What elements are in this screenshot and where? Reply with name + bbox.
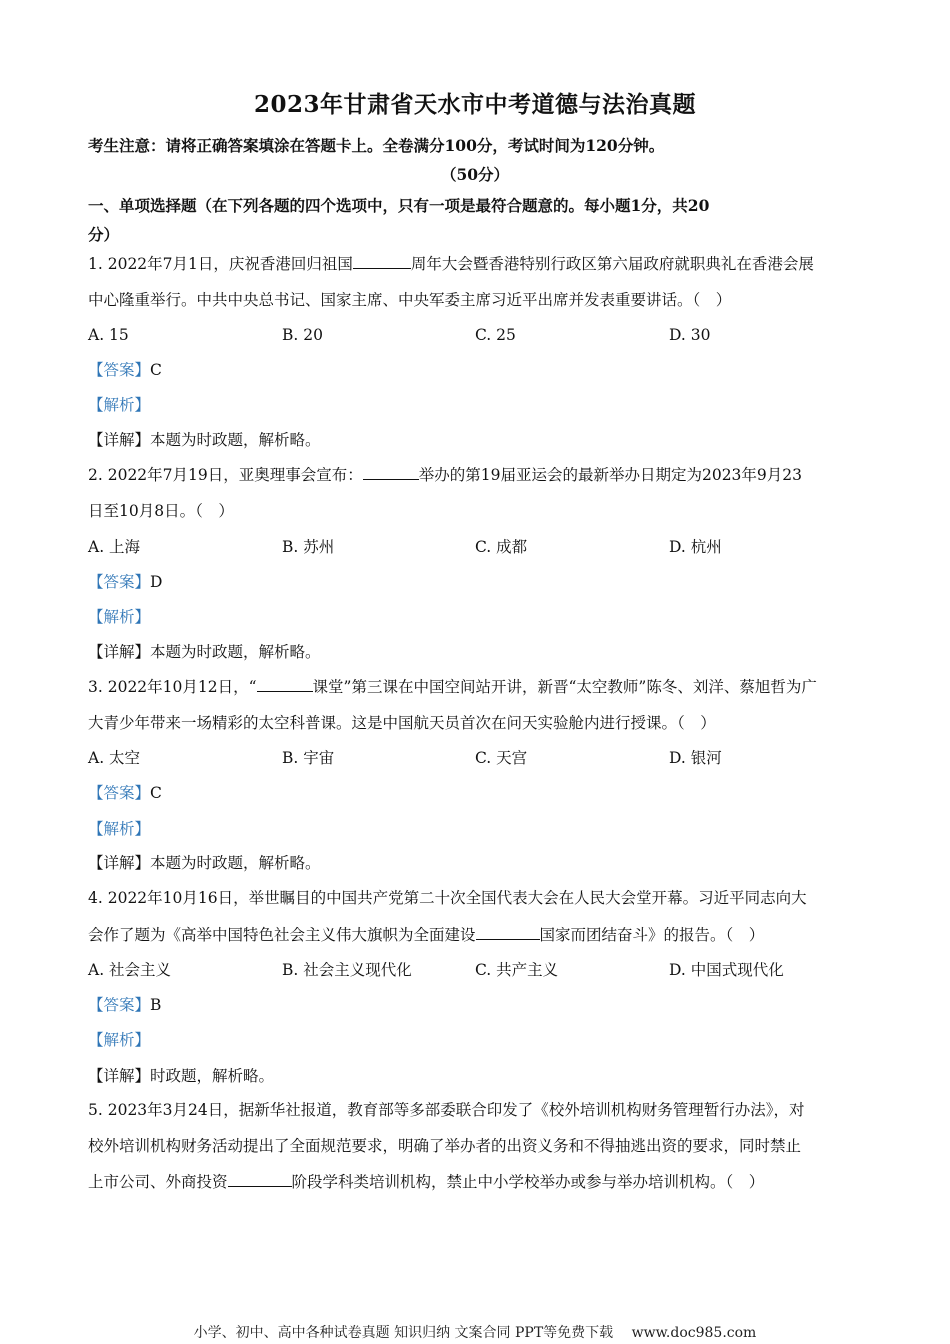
question-3-options	[88, 746, 868, 770]
question-1-answer	[88, 358, 868, 382]
option-c: C. 成都	[475, 538, 528, 556]
option-c: C. 共产主义	[475, 961, 559, 979]
question-4-analysis: 【解析】	[88, 1031, 151, 1049]
section-heading-line1: 一、单项选择题（在下列各题的四个选项中，只有一项是最符合题意的。每小题1分，共20	[88, 196, 710, 215]
question-5-line2: 校外培训机构财务活动提出了全面规范要求，明确了举办者的出资义务和不得抽逃出资的要求，同时禁止	[88, 1137, 802, 1155]
answer-label: 【答案】	[88, 996, 151, 1014]
question-1-options	[88, 323, 868, 347]
option-d: D. 30	[669, 326, 711, 344]
page-title: 2023年甘肃省天水市中考道德与法治真题	[253, 91, 696, 118]
section-heading-line2: 分）	[88, 225, 120, 244]
question-2-line1	[88, 463, 868, 487]
question-2-answer	[88, 570, 868, 594]
option-a: A. 15	[88, 326, 129, 344]
page-footer: 小学、初中、高中各种试卷真题 知识归纳 文案合同 PPT等免费下载 www.doc985.com	[193, 1325, 757, 1341]
question-4-text-a: 会作了题为《高举中国特色社会主义伟大旗帜为全面建设	[88, 926, 476, 944]
question-2-detail: 【详解】本题为时政题，解析略。	[88, 643, 321, 661]
question-1-detail: 【详解】本题为时政题，解析略。	[88, 431, 321, 449]
answer-label: 【答案】	[88, 361, 151, 379]
question-3-analysis: 【解析】	[88, 820, 151, 838]
answer-blank	[228, 1170, 292, 1187]
option-b: B. 社会主义现代化	[282, 961, 412, 979]
answer-blank	[476, 923, 540, 940]
answer-label: 【答案】	[88, 784, 151, 802]
option-a: A. 上海	[88, 538, 141, 556]
question-3-detail: 【详解】本题为时政题，解析略。	[88, 854, 321, 872]
question-5-text-b: 阶段学科类培训机构，禁止中小学校举办或参与举办培训机构。（ ）	[291, 1173, 765, 1191]
question-4-detail: 【详解】时政题，解析略。	[88, 1067, 275, 1085]
question-4-answer	[88, 993, 868, 1017]
question-1-analysis: 【解析】	[88, 396, 151, 414]
answer-blank	[363, 463, 419, 480]
question-3-text-a: 3. 2022年10月12日，“	[88, 678, 257, 696]
question-2-text-b: 举办的第19届亚运会的最新举办日期定为2023年9月23	[418, 466, 803, 484]
option-b: B. 宇宙	[282, 749, 335, 767]
question-2-analysis: 【解析】	[88, 608, 151, 626]
question-4-options	[88, 958, 868, 982]
option-a: A. 太空	[88, 749, 141, 767]
answer-label: 【答案】	[88, 573, 151, 591]
question-3-text-b: 课堂”第三课在中国空间站开讲，新晋“太空教师”陈冬、刘洋、蔡旭哲为广	[312, 678, 817, 696]
question-3-answer	[88, 781, 868, 805]
option-d: D. 中国式现代化	[669, 961, 784, 979]
question-3-line2: 大青少年带来一场精彩的太空科普课。这是中国航天员首次在问天实验舱内进行授课。（ ）	[88, 714, 716, 732]
option-d: D. 杭州	[669, 538, 722, 556]
question-5-line3	[88, 1170, 868, 1194]
answer-value: C	[150, 361, 162, 379]
question-1-line1	[88, 252, 868, 276]
answer-value: B	[150, 996, 162, 1014]
question-1-line2: 中心隆重举行。中共中央总书记、国家主席、中央军委主席习近平出席并发表重要讲话。（ ）	[88, 291, 732, 309]
question-5-line1: 5. 2023年3月24日，据新华社报道，教育部等多部委联合印发了《校外培训机构财务管理暂行办法》，对	[88, 1101, 805, 1119]
exam-notice: 考生注意：请将正确答案填涂在答题卡上。全卷满分100分，考试时间为120分钟。	[88, 136, 665, 155]
option-c: C. 天宫	[475, 749, 528, 767]
option-d: D. 银河	[669, 749, 722, 767]
question-4-line1: 4. 2022年10月16日，举世瞩目的中国共产党第二十次全国代表大会在人民大会堂开幕。习近平同志向大	[88, 889, 807, 907]
question-2-text-a: 2. 2022年7月19日，亚奥理事会宣布：	[88, 466, 363, 484]
option-b: B. 苏州	[282, 538, 335, 556]
question-4-line2	[88, 923, 868, 947]
score-note: （50分）	[440, 165, 510, 184]
answer-value: C	[150, 784, 162, 802]
answer-value: D	[150, 573, 163, 591]
question-1-text-b: 周年大会暨香港特别行政区第六届政府就职典礼在香港会展	[410, 255, 814, 273]
answer-blank	[353, 252, 411, 269]
option-a: A. 社会主义	[88, 961, 172, 979]
question-4-text-b: 国家而团结奋斗》的报告。（ ）	[539, 926, 765, 944]
question-3-line1	[88, 675, 868, 699]
answer-blank	[257, 675, 313, 692]
question-2-line2: 日至10月8日。（ ）	[88, 502, 234, 520]
option-b: B. 20	[282, 326, 323, 344]
question-2-options	[88, 535, 868, 559]
option-c: C. 25	[475, 326, 516, 344]
question-1-text-a: 1. 2022年7月1日，庆祝香港回归祖国	[88, 255, 353, 273]
question-5-text-a: 上市公司、外商投资	[88, 1173, 228, 1191]
